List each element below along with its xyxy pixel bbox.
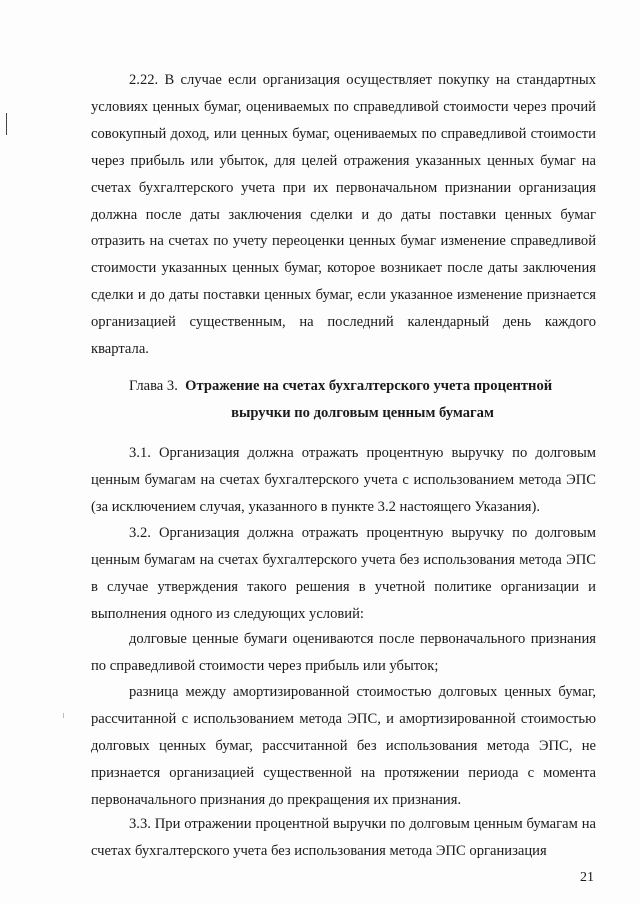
paragraph-3-2: 3.2. Организация должна отражать процентную выручку по долговым ценным бумагам на счетах бухгалтерского учета без использования метода ЭПС в случае утверждения такого решения в учетной политике организации и выполнения одного из следующих условий: <box>91 525 596 622</box>
paragraph-3-3: 3.3. При отражении процентной выручки по долговым ценным бумагам на счетах бухгалтерского учета без использования метода ЭПС организация <box>91 816 596 859</box>
chapter-number: Глава 3. <box>129 378 178 394</box>
chapter-heading <box>91 373 596 426</box>
paragraph-condition-1: долговые ценные бумаги оцениваются после первоначального признания по справедливой стоимости через прибыль или убыток; <box>91 631 596 674</box>
chapter-title-line2: выручки по долговым ценным бумагам <box>231 404 494 421</box>
page-number: 21 <box>580 870 594 885</box>
chapter-title-line1: Отражение на счетах бухгалтерского учета процентной <box>185 378 553 394</box>
margin-mark <box>63 713 64 718</box>
paragraph-condition-2: разница между амортизированной стоимостью долговых ценных бумаг, рассчитанной с использованием метода ЭПС, и амортизированной стоимостью долговых ценных бумаг, рассчитанной без использования метода ЭПС, не признается организацией существенной на протяжении периода с момента первоначального признания до прекращения их признания. <box>91 684 596 808</box>
paragraph-3-1: 3.1. Организация должна отражать процентную выручку по долговым ценным бумагам на счетах бухгалтерского учета с использованием метода ЭПС (за исключением случая, указанного в пункте 3.2 настоящего Указания). <box>91 445 596 515</box>
paragraph-2-22: 2.22. В случае если организация осуществляет покупку на стандартных условиях ценных бумаг, оцениваемых по справедливой стоимости через прочий совокупный доход, или ценных бумаг, оцениваемых по справедливой стоимости через прибыль или убыток, для целей отражения указанных ценных бумаг на счетах бухгалтерского учета при их первоначальном признании организация должна после даты заключения сделки и до даты поставки ценных бумаг отразить на счетах по учету переоценки ценных бумаг изменение справедливой стоимости указанных ценных бумаг, которое возникает после даты заключения сделки и до даты поставки ценных бумаг, если указанное изменение признается организацией существенным, на последний календарный день каждого квартала. <box>91 72 596 358</box>
margin-mark <box>6 113 7 135</box>
